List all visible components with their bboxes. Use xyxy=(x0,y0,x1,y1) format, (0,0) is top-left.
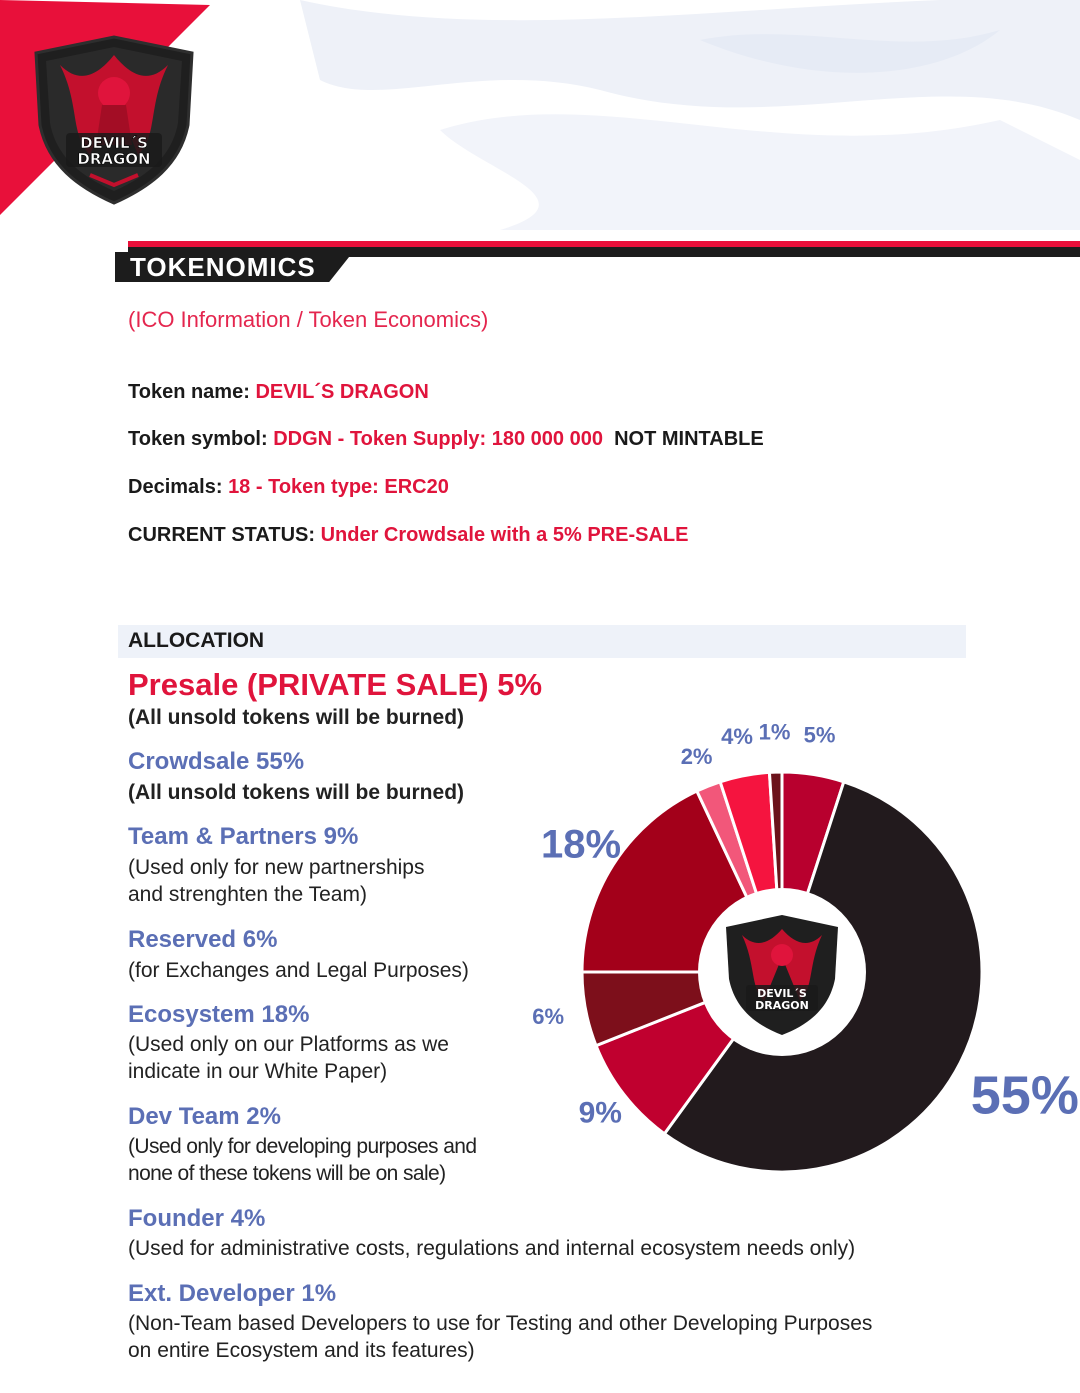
status-label: CURRENT STATUS: xyxy=(128,524,316,546)
token-symbol-label: Token symbol: xyxy=(128,428,268,450)
decimals-line xyxy=(128,476,449,499)
chart-logo-text-devils: DEVIL´S xyxy=(757,987,807,1000)
chart-label-presale: 5% xyxy=(803,722,836,748)
token-name-value: DEVIL´S DRAGON xyxy=(255,381,429,403)
dev-team-title: Dev Team 2% xyxy=(128,1103,281,1130)
dev-team-desc-1: (Used only for developing purposes and xyxy=(128,1135,477,1158)
page-subtitle: (ICO Information / Token Economics) xyxy=(128,307,489,332)
token-mintable-note: NOT MINTABLE xyxy=(614,428,764,450)
founder-desc: (Used for administrative costs, regulations and internal ecosystem needs only) xyxy=(128,1237,856,1260)
status-line xyxy=(128,524,688,547)
background-swirl-decoration xyxy=(180,0,1080,230)
reserved-desc: (for Exchanges and Legal Purposes) xyxy=(128,959,469,982)
ecosystem-title: Ecosystem 18% xyxy=(128,1001,310,1028)
team-partners-title: Team & Partners 9% xyxy=(128,823,359,850)
chart-logo-text-dragon: DRAGON xyxy=(755,999,809,1012)
logo-text-dragon: DRAGON xyxy=(77,150,151,168)
logo-text-devils: DEVIL´S xyxy=(80,134,148,152)
decimals-value: 18 - Token type: ERC20 xyxy=(228,476,449,498)
dragon-shield-logo-icon xyxy=(30,35,198,205)
chart-label-dev-team: 2% xyxy=(680,743,713,769)
presale-note: (All unsold tokens will be burned) xyxy=(128,706,465,729)
chart-label-team-partners: 9% xyxy=(578,1096,622,1130)
founder-title: Founder 4% xyxy=(128,1205,266,1232)
chart-label-ext-developer: 1% xyxy=(758,719,791,745)
team-partners-desc-2: and strenghten the Team) xyxy=(128,883,367,906)
ecosystem-desc-1: (Used only on our Platforms as we xyxy=(128,1033,449,1056)
chart-label-ecosystem: 18% xyxy=(540,822,622,867)
ecosystem-desc-2: indicate in our White Paper) xyxy=(128,1060,388,1083)
token-symbol-line xyxy=(128,428,764,451)
ext-developer-desc-1: (Non-Team based Developers to use for Testing and other Developing Purposes xyxy=(128,1312,873,1335)
page-title: TOKENOMICS xyxy=(130,252,316,282)
allocation-title: ALLOCATION xyxy=(128,629,265,652)
presale-title: Presale (PRIVATE SALE) 5% xyxy=(128,667,543,702)
dev-team-desc-2: none of these tokens will be on sale) xyxy=(128,1162,446,1185)
reserved-title: Reserved 6% xyxy=(128,926,278,953)
token-symbol-value: DDGN - Token Supply: 180 000 000 xyxy=(273,428,603,450)
chart-label-crowdsale: 55% xyxy=(970,1065,1079,1126)
crowdsale-note: (All unsold tokens will be burned) xyxy=(128,781,465,804)
status-value: Under Crowdsale with a 5% PRE-SALE xyxy=(320,524,689,546)
chart-label-reserved: 6% xyxy=(532,1004,565,1030)
team-partners-desc-1: (Used only for new partnerships xyxy=(128,856,425,879)
crowdsale-title: Crowdsale 55% xyxy=(128,748,305,775)
ext-developer-title: Ext. Developer 1% xyxy=(128,1280,337,1307)
allocation-donut-chart xyxy=(520,710,1079,1190)
decimals-label: Decimals: xyxy=(128,476,223,498)
token-name-line xyxy=(128,381,429,404)
chart-label-founder: 4% xyxy=(721,723,753,749)
token-name-label: Token name: xyxy=(128,381,250,403)
ext-developer-desc-2: on entire Ecosystem and its features) xyxy=(128,1339,475,1362)
